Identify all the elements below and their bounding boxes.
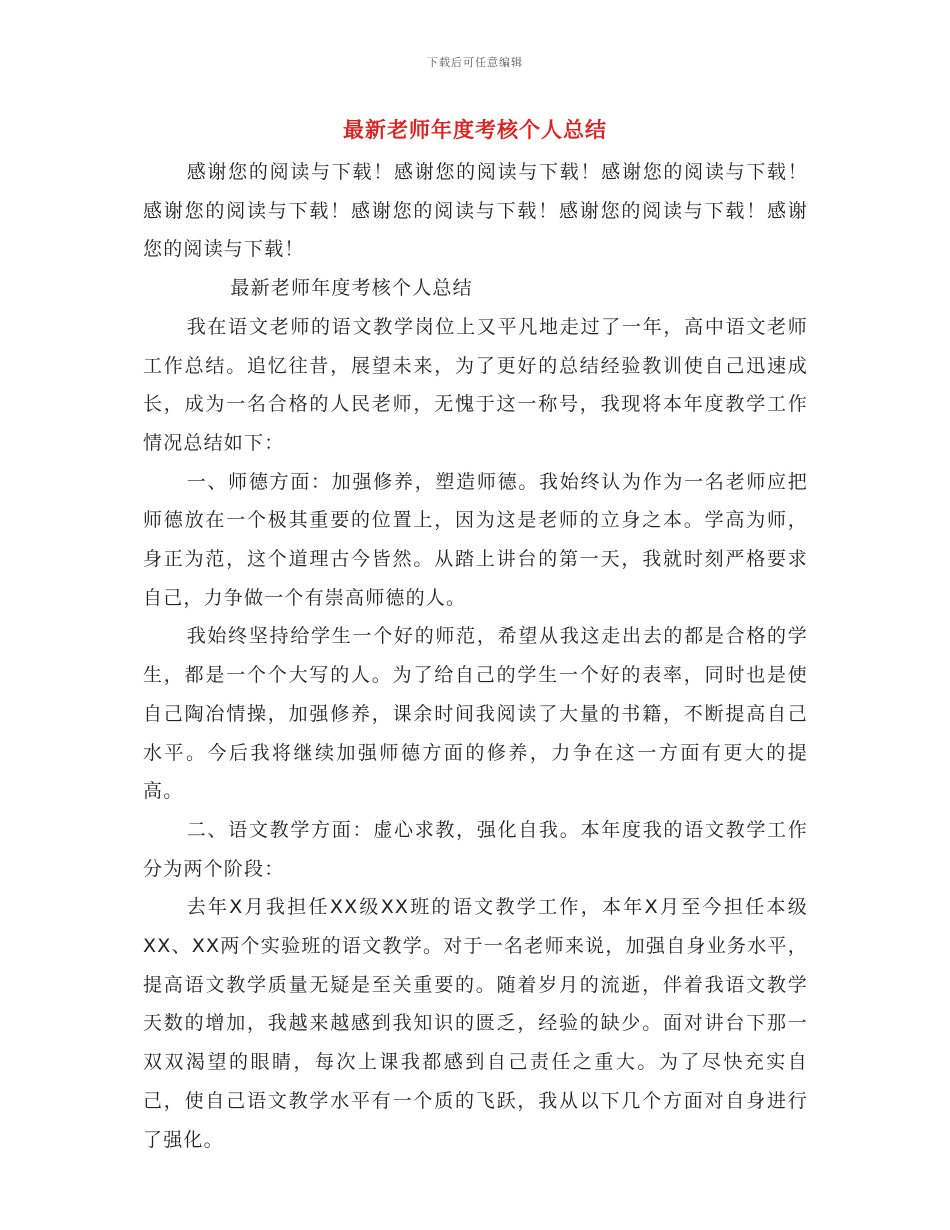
paragraph-teaching: 二、语文教学方面：虚心求教，强化自我。本年度我的语文教学工作分为两个阶段：: [143, 818, 808, 880]
paragraph-subtitle: 最新老师年度考核个人总结: [230, 277, 473, 300]
paragraph-intro: 我在语文老师的语文教学岗位上又平凡地走过了一年，高中语文老师工作总结。追忆往昔，展望未来，为了更好的总结经验教训使自己迅速成长，成为一名合格的人民老师，无愧于这一称号，我现将本年度教学工作情况总结如下：: [143, 315, 808, 454]
header-note: 下载后可任意编辑: [427, 56, 523, 69]
paragraph-example: 我始终坚持给学生一个好的师范，希望从我这走出去的都是合格的学生，都是一个个大写的人。为了给自己的学生一个好的表率，同时也是使自己陶冶情操，加强修养，课余时间我阅读了大量的书籍，不断提高自己水平。今后我将继续加强师德方面的修养，力争在这一方面有更大的提高。: [143, 625, 808, 803]
paragraph-stages: 去年X月我担任XX级XX班的语文教学工作，本年X月至今担任本级XX、XX两个实验班的语文教学。对于一名老师来说，加强自身业务水平，提高语文教学质量无疑是至关重要的。随着岁月的流逝，伴着我语文教学天数的增加，我越来越感到我知识的匮乏，经验的缺少。面对讲台下那一双双渴望的眼睛，每次上课我都感到自己责任之重大。为了尽快充实自己，使自己语文教学水平有一个质的飞跃，我从以下几个方面对自身进行了强化。: [143, 896, 808, 1151]
paragraph-ethics: 一、师德方面：加强修养，塑造师德。我始终认为作为一名老师应把师德放在一个极其重要的位置上，因为这是老师的立身之本。学高为师，身正为范，这个道理古今皆然。从踏上讲台的第一天，我就时刻严格要求自己，力争做一个有崇高师德的人。: [143, 470, 808, 609]
document-title: 最新老师年度考核个人总结: [343, 118, 607, 142]
document-body: [143, 153, 808, 1159]
paragraph-thanks: 感谢您的阅读与下载！感谢您的阅读与下载！感谢您的阅读与下载！感谢您的阅读与下载！感谢您的阅读与下载！感谢您的阅读与下载！感谢您的阅读与下载！: [143, 161, 808, 261]
